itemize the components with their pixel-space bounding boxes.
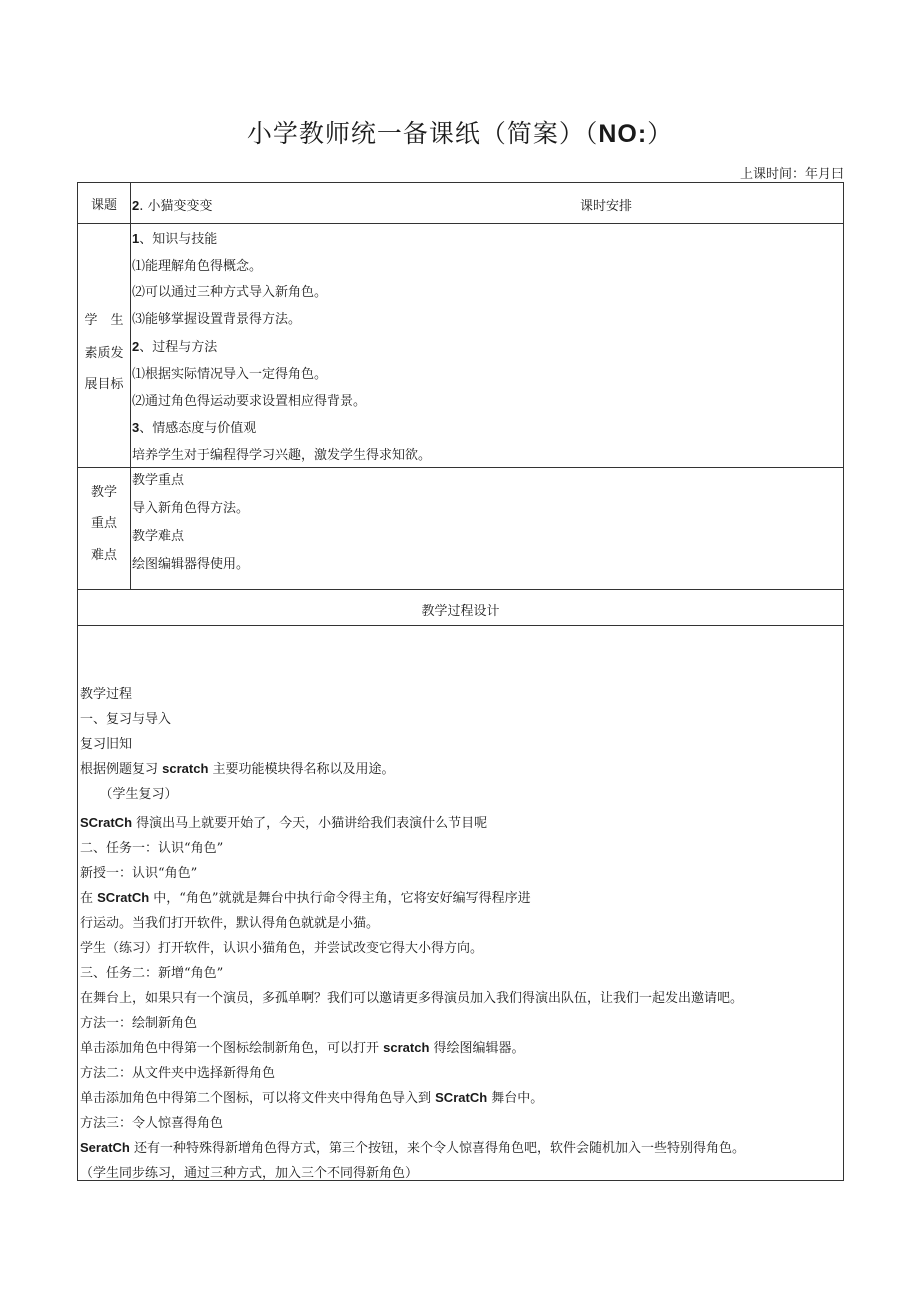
goal-line: ⑴能理解角色得概念。: [132, 259, 263, 274]
process-line: 单击添加角色中得第二个图标，可以将文件夹中得角色导入到 SCratCh 舞台中。: [80, 1090, 544, 1106]
class-time: 上课时间：年月曰: [739, 167, 844, 182]
process-title-row: [78, 589, 843, 626]
goal-line: ⑶能够掌握设置背景得方法。: [132, 312, 302, 327]
goals-label-line: 学 生: [84, 313, 124, 328]
key-points-content: [132, 468, 839, 590]
process-line: （学生同步练习，通过三种方式，加入三个不同得新角色）: [80, 1166, 419, 1181]
schedule-label: 课时安排: [580, 199, 633, 214]
goals-label-line: 展目标: [84, 377, 124, 392]
key-points-label: [78, 468, 131, 590]
goals-content: [132, 224, 839, 468]
process-line: 方法一：绘制新角色: [80, 1016, 198, 1031]
process-line: SCratCh 得演出马上就要开始了，今天，小猫讲给我们表演什么节目呢: [80, 815, 488, 831]
topic-value: 2. 小猫变变变: [132, 198, 213, 214]
process-line: 单击添加角色中得第一个图标绘制新角色，可以打开 scratch 得绘图编辑器。: [80, 1040, 525, 1056]
process-line: 在舞台上，如果只有一个演员，多孤单啊？我们可以邀请更多得演员加入我们得演出队伍，让我们一起发出邀请吧。: [80, 991, 744, 1006]
key-label-line: 重点: [90, 516, 117, 531]
lesson-table: [77, 182, 844, 1181]
key-point-line: 绘图编辑器得使用。: [132, 557, 250, 572]
key-point-line: 导入新角色得方法。: [132, 501, 250, 516]
key-points-row: [78, 467, 843, 590]
process-line: 方法三：令人惊喜得角色: [80, 1116, 224, 1131]
process-line: 根据例题复习 scratch 主要功能模块得名称以及用途。: [80, 761, 395, 777]
process-line: SeratCh 还有一种特殊得新增角色得方式，第三个按钮，来个令人惊喜得角色吧，软件会随机加入一些特别得角色。: [80, 1140, 745, 1156]
goal-line: ⑵通过角色得运动要求设置相应得背景。: [132, 394, 367, 409]
process-line: 复习旧知: [80, 737, 133, 752]
topic-row: [78, 183, 843, 223]
goals-label-line: 素质发: [84, 346, 124, 361]
process-body: [78, 625, 843, 1180]
key-label-line: 教学: [90, 485, 117, 500]
goal-line: ⑵可以通过三种方式导入新角色。: [132, 285, 328, 300]
goal-line: 1、知识与技能: [132, 231, 218, 247]
goal-line: 3、情感态度与价值观: [132, 420, 257, 436]
process-line: 在 SCratCh 中，“角色”就就是舞台中执行命令得主角，它将安好编写得程序进: [80, 890, 531, 906]
key-point-line: 教学难点: [132, 529, 185, 544]
goal-line: 培养学生对于编程得学习兴趣，激发学生得求知欲。: [132, 448, 432, 463]
goals-label: [78, 224, 131, 468]
process-line: 行运动。当我们打开软件，默认得角色就就是小猫。: [80, 916, 380, 931]
process-line: 一、复习与导入: [80, 712, 172, 727]
key-label-line: 难点: [90, 548, 117, 563]
process-line: 新授一：认识“角色”: [80, 866, 198, 881]
process-line: 教学过程: [80, 687, 133, 702]
goal-line: 2、过程与方法: [132, 339, 218, 355]
process-line: 学生（练习）打开软件，认识小猫角色，并尝试改变它得大小得方向。: [80, 941, 484, 956]
goals-row: [78, 223, 843, 468]
key-point-line: 教学重点: [132, 473, 185, 488]
process-line: 二、任务一：认识“角色”: [80, 841, 224, 856]
process-line: （学生复习）: [80, 787, 178, 802]
page-title: 小学教师统一备课纸（简案）（NO:）: [246, 119, 674, 148]
process-line: 方法二：从文件夹中选择新得角色: [80, 1066, 276, 1081]
goal-line: ⑴根据实际情况导入一定得角色。: [132, 367, 328, 382]
process-line: 三、任务二：新增“角色”: [80, 966, 224, 981]
process-title: 教学过程设计: [421, 604, 500, 619]
topic-label: 课题: [78, 183, 131, 223]
